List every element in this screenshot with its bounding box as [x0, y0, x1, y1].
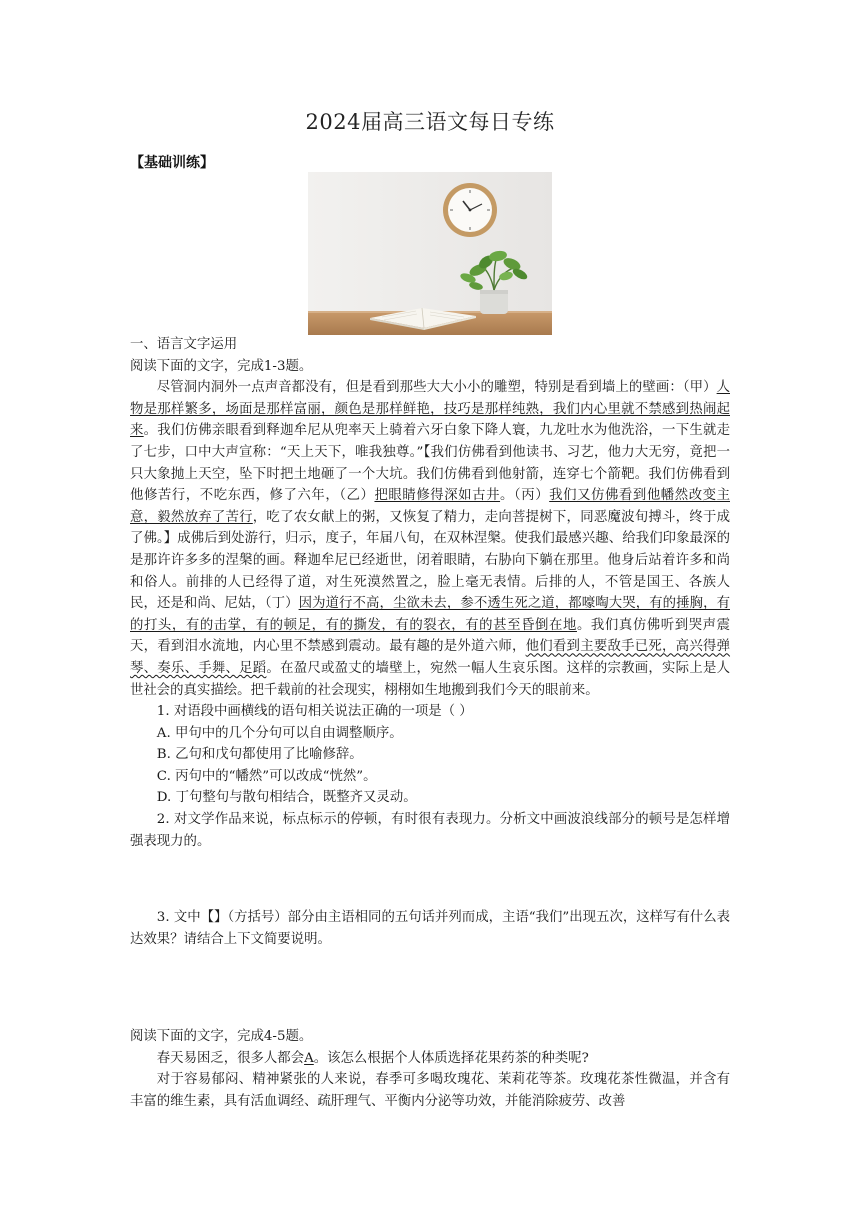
question-3: 3. 文中【】（方括号）部分由主语相同的五句话并列而成，主语“我们”出现五次，这样写有什么表达效果？请结合上下文简要说明。: [130, 910, 730, 947]
reading-section-2: [130, 1026, 730, 1112]
wavy-underlined-sentence: 他们看到主要敌手已死，高兴得弹琴、奏乐、手舞、足蹈: [130, 639, 731, 676]
underlined-sentence-bing: 我们又仿佛看到他幡然改变主意，毅然放弃了苦行: [130, 488, 730, 525]
blank-a: A: [304, 1050, 314, 1066]
reading-passage: 尽管洞内洞外一点声音都没有，但是看到那些大大小小的雕塑，特别是看到墙上的壁画：（甲）人物是那样繁多，场面是那样富丽，颜色是那样鲜艳，技巧是那样纯熟，我们内心里就不禁感到热闹起来。我们仿佛亲眼看到释迦牟尼从兜率天上骑着六牙白象下降人寰，九龙吐水为他洗浴，一下生就走了七步，口中大声宣称：“天上天下，唯我独尊。”【我们仿佛看到他读书、习艺，他力大无穷，竟把一只大象抛上天空，坠下时把土地砸了一个大坑。我们仿佛看到他射箭，连穿七个箭靶。我们仿佛看到他修苦行，不吃东西，修了六年，（乙）把眼睛修得深如古井。（丙）我们又仿佛看到他幡然改变主意，毅然放弃了苦行，吃了农女献上的粥，又恢复了精力，走向菩提树下，同恶魔波旬搏斗，终于成了佛。】成佛后到处游行，归示，度子，年届八旬，在双林涅槃。使我们最感兴趣、给我们印象最深的是那许许多多的涅槃的画。释迦牟尼已经逝世，闭着眼睛，右胁向下躺在那里。他身后站着许多和尚和俗人。前排的人已经得了道，对生死漠然置之，脸上毫无表情。后排的人，不管是国王、各族人民，还是和尚、尼姑，（丁）因为道行不高，尘欲未去，参不透生死之道，都嚎啕大哭，有的捶胸，有的打头，有的击掌，有的顿足，有的撕发，有的裂衣，有的甚至昏倒在地。我们真仿佛听到哭声震天，看到泪水流地，内心里不禁感到震动。最有趣的是外道六师，他们看到主要敌手已死，高兴得弹琴、奏乐、手舞、足蹈。在盈尺或盈丈的墙壁上，宛然一幅人生哀乐图。这样的宗教画，实际上是人世社会的真实描绘。把千载前的社会现实，栩栩如生地搬到我们今天的眼前来。: [130, 380, 731, 698]
underlined-sentence-jia: 人物是那样繁多，场面是那样富丽，颜色是那样鲜艳，技巧是那样纯熟，我们内心里就不禁感到热闹起来: [130, 380, 730, 439]
passage-2-paragraph-1: 春天易困乏，很多人都会A。该怎么根据个人体质选择花果药茶的种类呢?: [156, 1050, 589, 1066]
section-label: 【基础训练】: [130, 155, 214, 171]
question-3-block: [130, 907, 730, 950]
clock-icon: [443, 183, 497, 237]
question-1-option-b: B. 乙句和戊句都使用了比喻修辞。: [156, 747, 363, 763]
question-1-option-c: C. 丙句中的“幡然”可以改成“恍然”。: [156, 768, 377, 784]
passage-2-paragraph-2: 对于容易郁闷、精神紧张的人来说，春季可多喝玫瑰花、茉莉花等茶。玫瑰花茶性微温，并含有丰富的维生素，具有活血调经、疏肝理气、平衡内分泌等功效，并能消除疲劳、改善: [130, 1072, 730, 1109]
clock-plant-book-photo: [308, 172, 552, 335]
page-title: 2024届高三语文每日专练: [305, 110, 555, 134]
reading-section-1: [130, 334, 730, 852]
question-1-option-a: A. 甲句中的几个分句可以自由调整顺序。: [156, 725, 403, 741]
section-heading: 一、语言文字运用: [130, 337, 238, 352]
reading-instruction-2: 阅读下面的文字，完成4-5题。: [130, 1029, 313, 1044]
underlined-sentence-ding: 因为道行不高，尘欲未去，参不透生死之道，都嚎啕大哭，有的捶胸，有的打头，有的击掌，有的顿足，有的撕发，有的裂衣，有的甚至昏倒在地: [130, 596, 730, 633]
question-2: 2. 对文学作品来说，标点标示的停顿，有时很有表现力。分析文中画波浪线部分的顿号是怎样增强表现力的。: [130, 812, 730, 849]
reading-instruction: 阅读下面的文字，完成1-3题。: [130, 358, 313, 374]
underlined-sentence-yi: 把眼睛修得深如古井: [374, 488, 501, 504]
question-1-stem: 1. 对语段中画横线的语句相关说法正确的一项是（ ）: [156, 704, 473, 720]
question-1-option-d: D. 丁句整句与散句相结合，既整齐又灵动。: [156, 790, 417, 806]
